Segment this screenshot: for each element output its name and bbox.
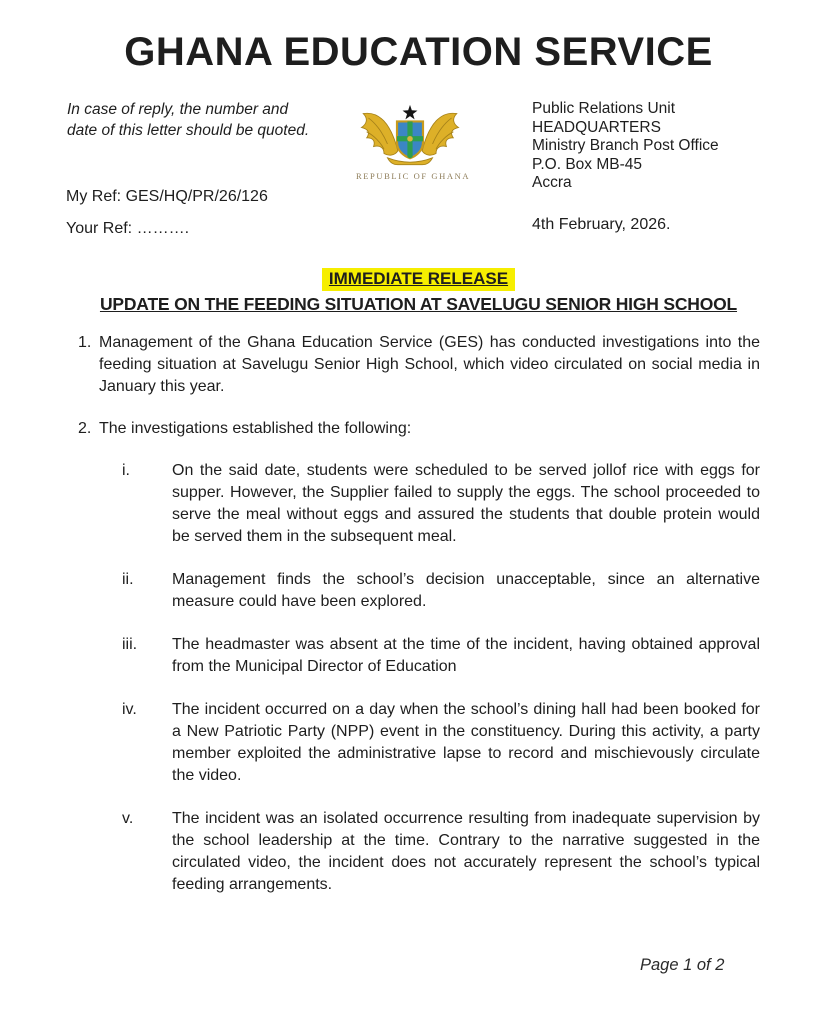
roman-item-i <box>122 460 760 548</box>
page-number: Page 1 of 2 <box>640 956 725 974</box>
address-line: P.O. Box MB-45 <box>532 155 642 173</box>
reply-note <box>67 99 309 141</box>
item-text: The incident was an isolated occurrence resulting from inadequate supervision by the school leadership at the time. Contrary to the narrative suggested in the circulated video, the incident does not accurately represent the school’s typical feeding arrangements. <box>172 810 760 893</box>
item-text: On the said date, students were scheduled to be served jollof rice with eggs for supper. However, the Supplier failed to supply the eggs. The school proceeded to serve the meal without eggs and assured the students that double protein would be served them in the subsequent meal. <box>172 462 760 545</box>
item-number: 2. <box>78 420 92 437</box>
sender-address-block <box>532 100 719 193</box>
letter-date: 4th February, 2026. <box>532 216 671 233</box>
numbered-item-2 <box>78 418 760 440</box>
address-line: HEADQUARTERS <box>532 118 661 136</box>
my-ref-line: My Ref: GES/HQ/PR/26/126 <box>66 188 268 205</box>
roman-item-ii <box>122 569 760 613</box>
coat-of-arms-icon <box>358 104 462 170</box>
roman-item-v <box>122 808 760 896</box>
address-line: Public Relations Unit <box>532 100 676 117</box>
item-numeral: iv. <box>122 701 137 718</box>
item-text: The investigations established the following: <box>99 420 412 437</box>
emblem-caption: REPUBLIC OF GHANA <box>356 171 471 181</box>
item-numeral: iii. <box>122 636 138 653</box>
reply-note-line2: date of this letter should be quoted. <box>67 122 310 139</box>
item-text: Management finds the school’s decision unacceptable, since an alternative measure could have been explored. <box>172 571 760 610</box>
immediate-release-label: IMMEDIATE RELEASE <box>322 268 515 291</box>
roman-item-iv <box>122 699 760 787</box>
black-star-icon <box>403 105 418 119</box>
item-text: The incident occurred on a day when the school’s dining hall had been booked for a New Patriotic Party (NPP) event in the constituency. During this activity, a party member exploited the administrative lapse to record and mischievously circulate the video. <box>172 701 760 784</box>
reply-note-line1: In case of reply, the number and <box>67 101 289 118</box>
item-text: Management of the Ghana Education Service (GES) has conducted investigations into the feeding situation at Savelugu Senior High School, which video circulated on social media in January this year. <box>99 334 760 395</box>
address-line: Accra <box>532 174 572 192</box>
ghana-coat-of-arms <box>356 104 471 181</box>
letter-body <box>78 332 760 917</box>
item-numeral: v. <box>122 810 134 827</box>
address-line: Ministry Branch Post Office <box>532 137 719 155</box>
release-block <box>0 268 837 315</box>
item-text: The headmaster was absent at the time of the incident, having obtained approval from the Municipal Director of Education <box>172 636 760 675</box>
document-heading: UPDATE ON THE FEEDING SITUATION AT SAVELUGU SENIOR HIGH SCHOOL <box>99 294 738 314</box>
your-ref-line: Your Ref: ………. <box>66 220 190 237</box>
item-numeral: ii. <box>122 571 134 588</box>
item-number: 1. <box>78 334 92 351</box>
numbered-item-1 <box>78 332 760 398</box>
item-numeral: i. <box>122 462 130 479</box>
page-title: GHANA EDUCATION SERVICE <box>124 30 713 74</box>
roman-item-iii <box>122 634 760 678</box>
